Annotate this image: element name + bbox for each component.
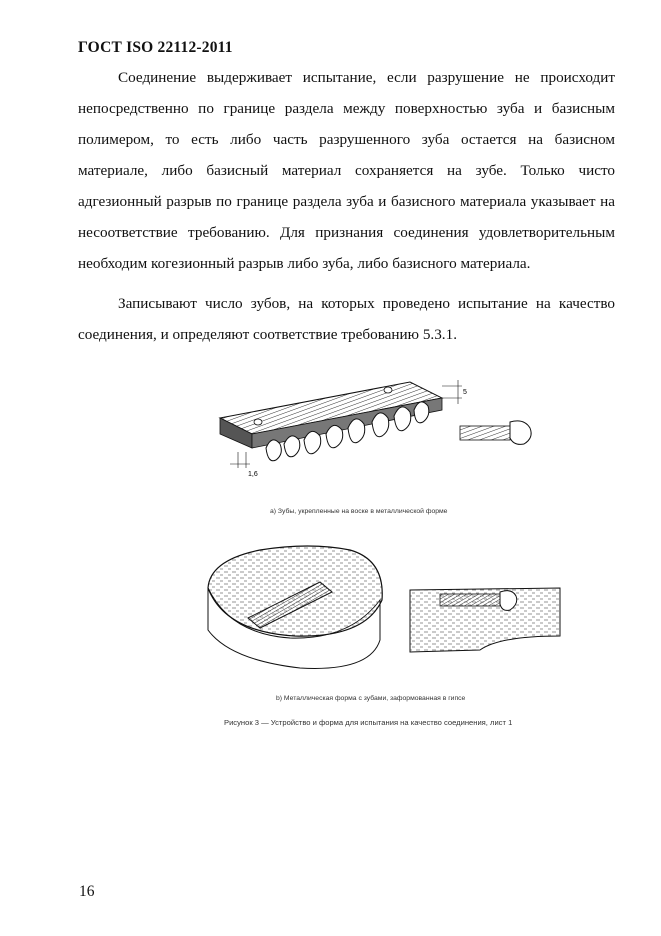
dimension-1-6-label: 1,6 xyxy=(248,471,258,478)
figure-b-drawing xyxy=(200,540,570,685)
figure-a-drawing xyxy=(210,376,555,501)
dimension-5-label: 5 xyxy=(463,389,467,396)
figure-b-caption: b) Металлическая форма с зубами, заформованная в гипсе xyxy=(276,695,466,702)
figure-a-caption: a) Зубы, укрепленные на воске в металлической форме xyxy=(270,508,448,515)
figure-title: Рисунок 3 — Устройство и форма для испытания на качество соединения, лист 1 xyxy=(224,718,513,727)
paragraph-record-teeth xyxy=(78,288,615,350)
paragraph-test-result xyxy=(78,62,615,279)
document-header: ГОСТ ISO 22112-2011 xyxy=(78,39,233,56)
paragraph-1-text: Соединение выдерживает испытание, если разрушение не происходит непосредственно по границе раздела между поверхностью зуба и базисным полимером, то есть либо часть разрушенного зуба остается на базисном материале, либо базисный материал сохраняется на зубе. Только чисто адгезионный разрыв по границе раздела зуба и базисного материала указывает на несоответствие требованию. Для признания соединения удовлетворительным необходим когезионный разрыв либо зуба, либо базисного материала. xyxy=(78,69,615,272)
paragraph-2-text: Записывают число зубов, на которых проведено испытание на качество соединения, и определяют соответствие требованию 5.3.1. xyxy=(78,295,615,343)
page-number: 16 xyxy=(79,883,95,900)
figure-3 xyxy=(180,370,580,740)
